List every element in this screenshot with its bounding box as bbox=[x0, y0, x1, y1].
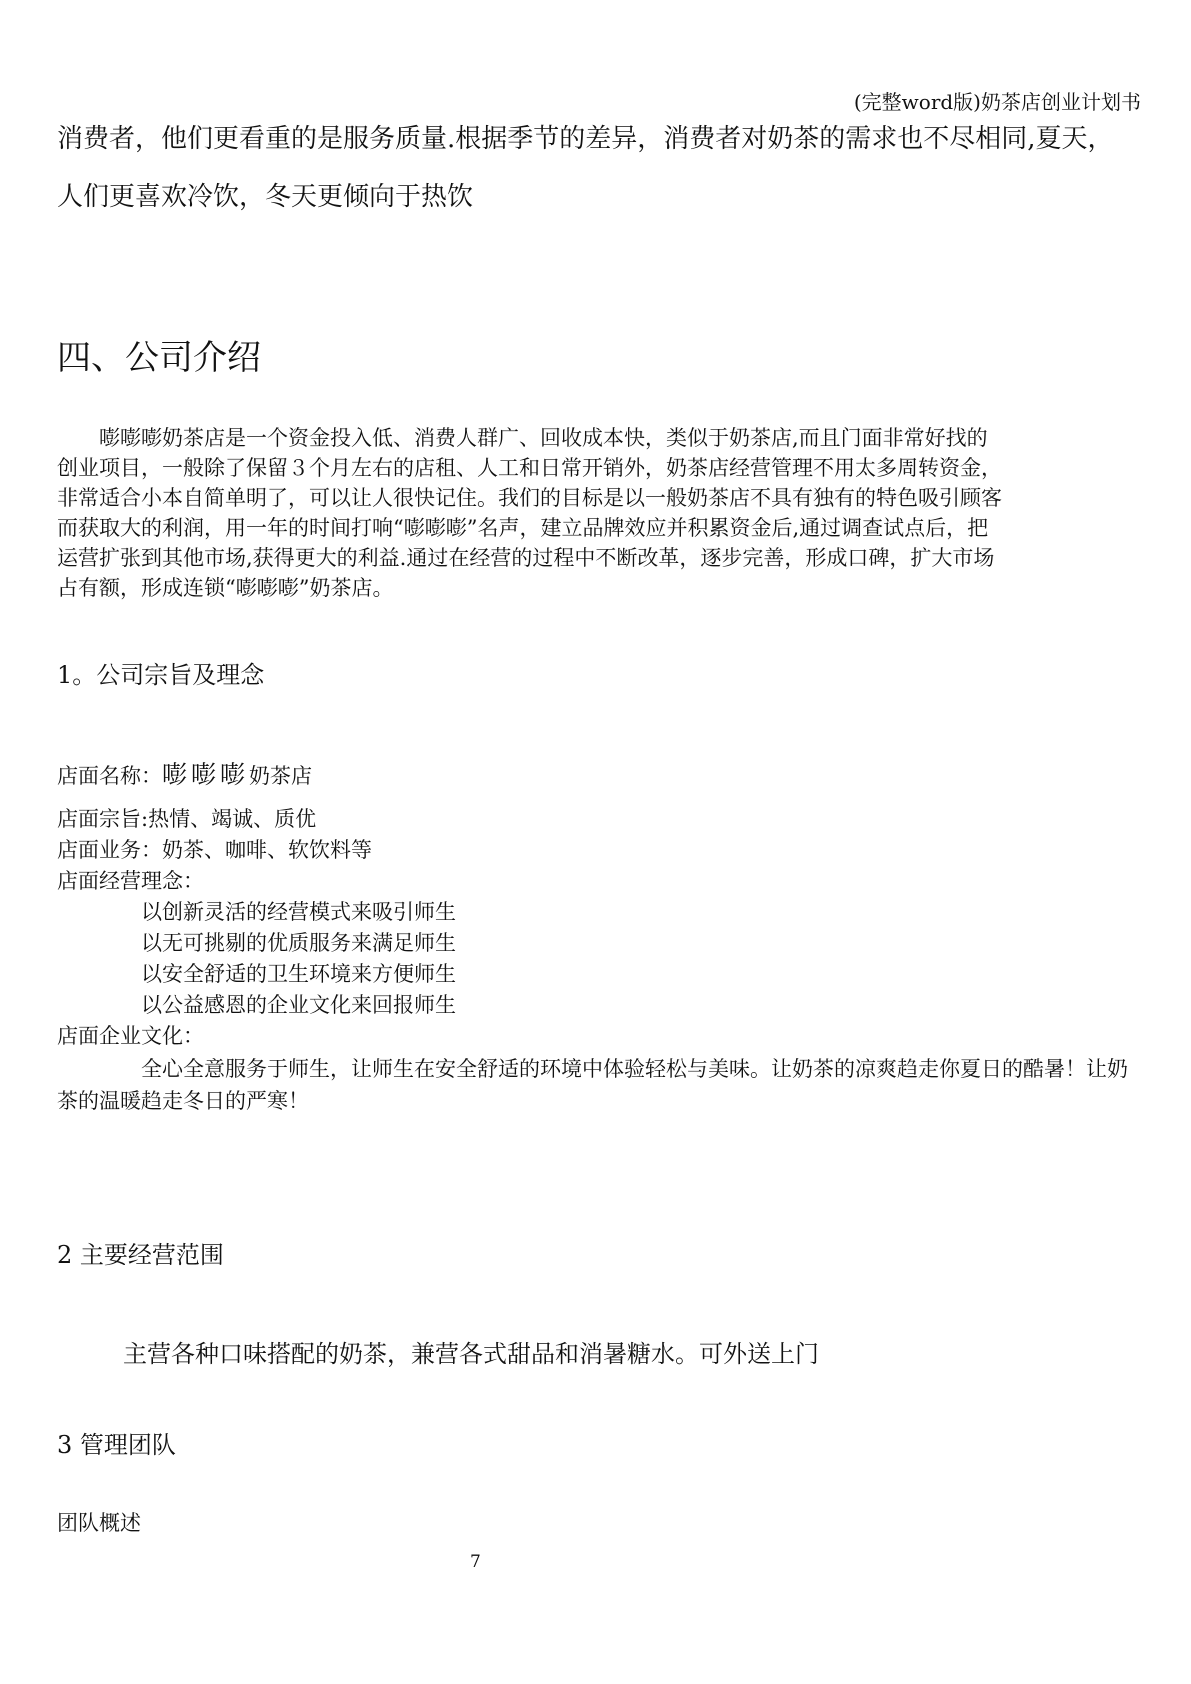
subsection-title-2: 2 主要经营范围 bbox=[57, 1241, 224, 1269]
store-name-label: 店面名称： bbox=[57, 764, 162, 788]
store-culture-text: 全心全意服务于师生，让师生在安全舒适的环境中体验轻松与美味。让奶茶的凉爽趋走你夏日的酷暑！让奶茶的温暖趋走冬日的严寒！ bbox=[57, 1057, 1128, 1113]
paragraph-line: 创业项目，一般除了保留３个月左右的店租、人工和日常开销外，奶茶店经营管理不用太多周转资金， bbox=[57, 456, 1002, 480]
team-overview-label: 团队概述 bbox=[57, 1511, 141, 1535]
store-philosophy-label: 店面经营理念： bbox=[57, 869, 204, 893]
company-intro-paragraph bbox=[57, 423, 1137, 603]
business-scope-text: 主营各种口味搭配的奶茶，兼营各式甜品和消暑糖水。可外送上门 bbox=[123, 1340, 819, 1368]
running-header: (完整word版)奶茶店创业计划书 bbox=[853, 90, 1141, 114]
store-culture-label: 店面企业文化： bbox=[57, 1024, 204, 1048]
paragraph-line: 而获取大的利润，用一年的时间打响“嘭嘭嘭”名声，建立品牌效应并积累资金后,通过调查试点后，把 bbox=[57, 516, 989, 540]
paragraph-line: 运营扩张到其他市场,获得更大的利益.通过在经营的过程中不断改革，逐步完善，形成口碑，扩大市场 bbox=[57, 546, 995, 570]
section-title: 四、公司介绍 bbox=[57, 338, 261, 378]
page-number: 7 bbox=[470, 1552, 481, 1572]
store-name-suffix: 奶茶店 bbox=[249, 764, 313, 788]
philosophy-item: 以公益感恩的企业文化来回报师生 bbox=[141, 993, 456, 1017]
paragraph-line: 嘭嘭嘭奶茶店是一个资金投入低、消费人群广、回收成本快，类似于奶茶店,而且门面非常好找的 bbox=[57, 426, 988, 450]
philosophy-item: 以安全舒适的卫生环境来方便师生 bbox=[141, 962, 456, 986]
intro-line-2: 人们更喜欢冷饮，冬天更倾向于热饮 bbox=[57, 182, 474, 212]
paragraph-line: 占有额，形成连锁“嘭嘭嘭”奶茶店。 bbox=[57, 576, 394, 600]
store-name-brand: 嘭嘭嘭 bbox=[162, 760, 250, 789]
store-purpose: 店面宗旨:热情、竭诚、质优 bbox=[57, 807, 317, 831]
subsection-title-3: 3 管理团队 bbox=[57, 1431, 176, 1459]
philosophy-item: 以创新灵活的经营模式来吸引师生 bbox=[141, 900, 456, 924]
store-business: 店面业务：奶茶、咖啡、软饮料等 bbox=[57, 838, 372, 862]
subsection-title-1: 1。公司宗旨及理念 bbox=[57, 661, 265, 689]
philosophy-item: 以无可挑剔的优质服务来满足师生 bbox=[141, 931, 456, 955]
store-name-row bbox=[57, 755, 312, 791]
paragraph-line: 非常适合小本自简单明了，可以让人很快记住。我们的目标是以一般奶茶店不具有独有的特色吸引顾客 bbox=[57, 486, 1002, 510]
intro-line-1: 消费者，他们更看重的是服务质量.根据季节的差异，消费者对奶茶的需求也不尽相同,夏天， bbox=[57, 124, 1114, 154]
